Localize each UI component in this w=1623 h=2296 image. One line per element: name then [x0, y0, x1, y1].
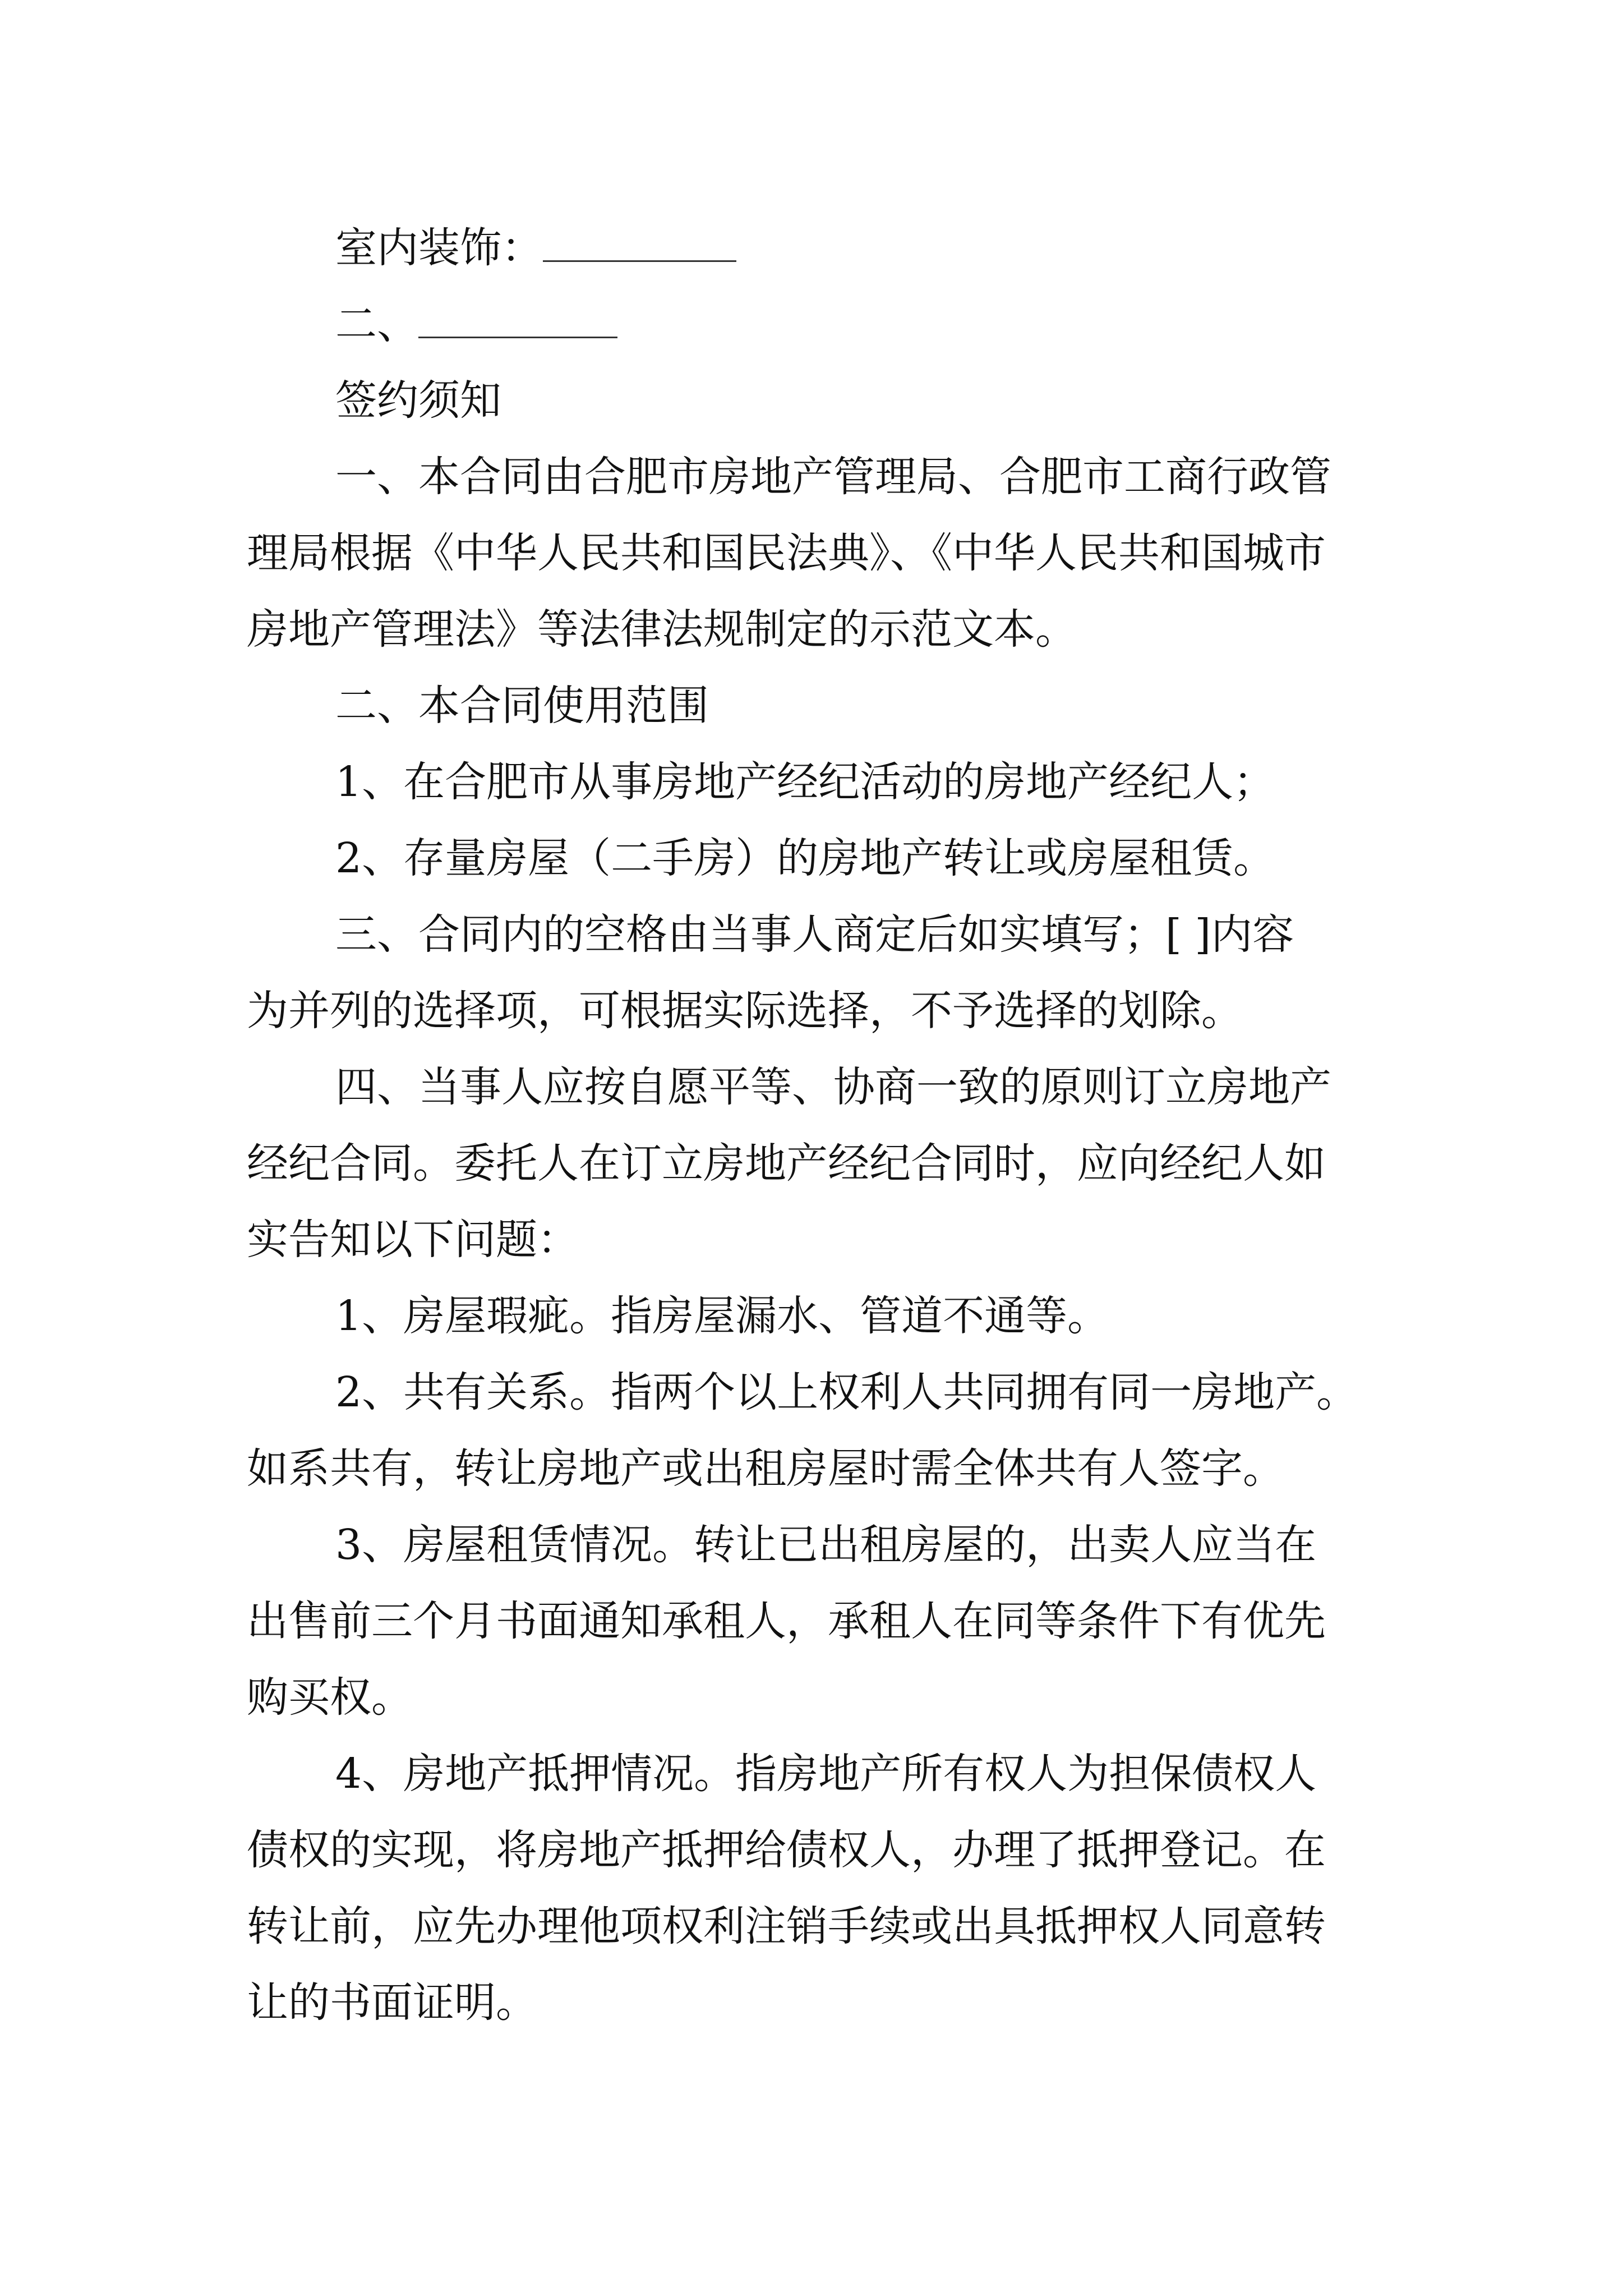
paragraph-line: 1、房屋瑕疵。指房屋漏水、管道不通等。	[335, 1292, 1109, 1340]
decoration-blank	[543, 260, 736, 262]
paragraph-line: 转让前，应先办理他项权利注销手续或出具抵押权人同意转	[247, 1902, 1326, 1950]
paragraph-line: 让的书面证明。	[247, 1978, 537, 2027]
paragraph-line: 出售前三个月书面通知承租人，承租人在同等条件下有优先	[247, 1597, 1326, 1645]
paragraph-line: 1、在合肥市从事房地产经纪活动的房地产经纪人；	[335, 758, 1275, 806]
paragraph-line: 如系共有，转让房地产或出租房屋时需全体共有人签字。	[247, 1444, 1284, 1493]
paragraph-line: 经纪合同。委托人在订立房地产经纪合同时，应向经纪人如	[247, 1139, 1326, 1188]
paragraph-line: 2、存量房屋（二手房）的房地产转让或房屋租赁。	[335, 834, 1275, 882]
item-two-field	[335, 300, 617, 348]
item-two-label: 二、	[335, 300, 418, 348]
paragraph-line: 三、合同内的空格由当事人商定后如实填写；[ ]内容	[335, 910, 1294, 959]
paragraph-line: 二、本合同使用范围	[335, 682, 709, 730]
paragraph-line: 房地产管理法》等法律法规制定的示范文本。	[247, 605, 1077, 654]
paragraph-line: 债权的实现，将房地产抵押给债权人，办理了抵押登记。在	[247, 1826, 1326, 1874]
paragraph-line: 理局根据《中华人民共和国民法典》、《中华人民共和国城市	[247, 529, 1326, 577]
paragraph-line: 四、当事人应按自愿平等、协商一致的原则订立房地产	[335, 1063, 1331, 1111]
paragraph-line: 为并列的选择项，可根据实际选择，不予选择的划除。	[247, 987, 1243, 1035]
item-two-blank	[418, 337, 617, 338]
decoration-label: 室内装饰：	[335, 224, 543, 272]
paragraph-line: 4、房地产抵押情况。指房地产所有权人为担保债权人	[335, 1750, 1317, 1798]
paragraph-line: 2、共有关系。指两个以上权利人共同拥有同一房地产。	[335, 1368, 1358, 1416]
decoration-field	[335, 224, 736, 272]
paragraph-line: 购买权。	[247, 1673, 413, 1722]
section-heading: 签约须知	[335, 376, 501, 425]
paragraph-line: 一、本合同由合肥市房地产管理局、合肥市工商行政管	[335, 453, 1331, 501]
paragraph-line: 3、房屋租赁情况。转让已出租房屋的，出卖人应当在	[335, 1521, 1317, 1569]
paragraph-line: 实告知以下问题：	[247, 1216, 579, 1264]
